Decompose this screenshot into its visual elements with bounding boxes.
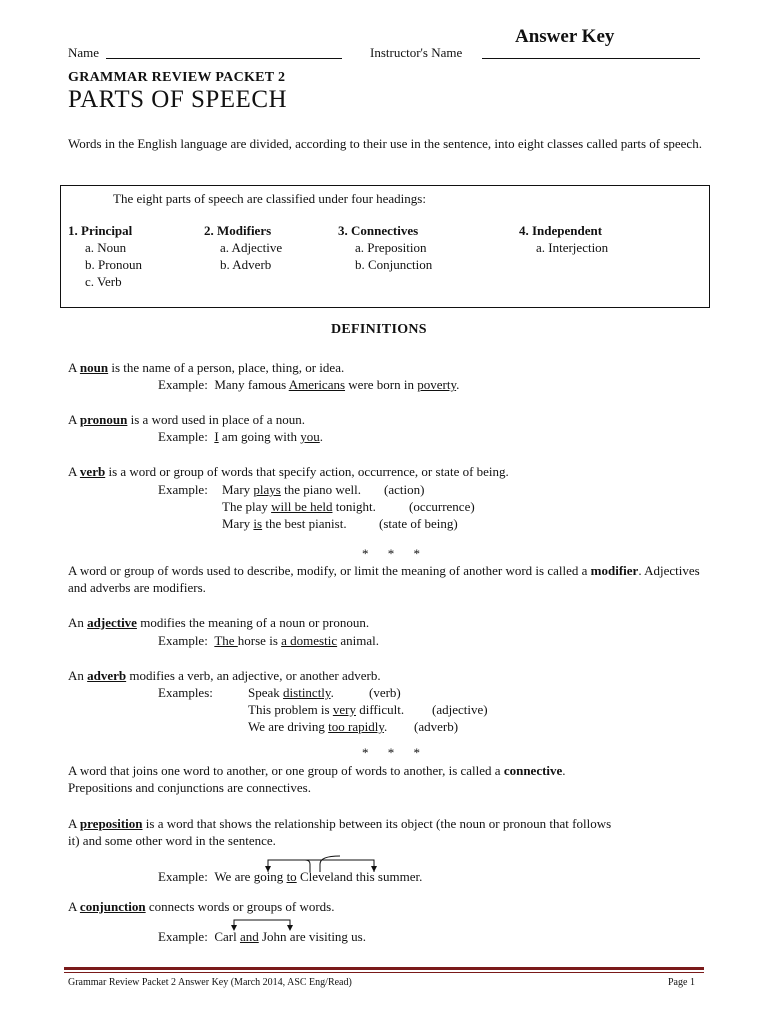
list-item: b. Pronoun [85,257,143,272]
section-divider-stars: * * * [362,546,428,561]
modifier-definition [68,562,708,596]
term-connective: connective [503,763,563,778]
term-adjective: adjective [87,615,137,630]
text: A [68,899,80,914]
instructor-name-label: Instructor's Name [370,45,463,60]
underlined-word: is [253,516,263,531]
text: the piano well. [280,482,362,497]
term-modifier: modifier [590,563,639,578]
text: am going with [218,429,301,444]
column-independent [519,222,608,256]
column-title: 3. Connectives [338,223,419,238]
text: were born in [345,377,418,392]
list-item: a. Preposition [355,240,427,255]
text: . [456,377,460,392]
adverb-example-3-note: (adverb) [414,719,459,734]
footer-rule-thin [64,972,704,973]
text: Speak [248,685,284,700]
text: This problem is [248,702,333,717]
noun-definition [68,359,344,376]
verb-example-1 [222,481,361,498]
column-title: 1. Principal [68,223,133,238]
connective-line-2: Prepositions and conjunctions are connectives. [68,780,311,795]
text: . [562,763,566,778]
text: modifies a verb, an adjective, or another adverb. [126,668,381,683]
example-label: Example: [158,869,208,884]
page-number: Page 1 [668,977,695,988]
list-item: b. Conjunction [355,257,433,272]
text: connects words or groups of words. [145,899,335,914]
adverb-example-1-note: (verb) [369,685,401,700]
underlined-word: very [332,702,356,717]
term-conjunction: conjunction [79,899,146,914]
connective-definition [68,762,566,779]
list-item: a. Noun [85,240,127,255]
packet-title: GRAMMAR REVIEW PACKET 2 [68,70,286,85]
underlined-word: you [300,429,320,444]
column-principal [68,222,142,290]
text: difficult. [355,702,405,717]
text: A word that joins one word to another, or one group of words to another, is called a [68,763,504,778]
conjunction-example [158,928,366,945]
verb-example-label: Example: [158,482,208,497]
text: A word or group of words used to describe, modify, or limit the meaning of another word is called a [68,563,591,578]
adverb-example-2 [248,701,404,718]
verb-example-1-note: (action) [384,482,425,497]
answer-key-label: Answer Key [515,26,615,47]
list-item: b. Adverb [220,257,272,272]
text: Cleveland this summer. [296,869,423,884]
text: tonight. [332,499,376,514]
definitions-heading: DEFINITIONS [331,322,427,337]
text: Many famous [214,377,289,392]
underlined-word: will be held [271,499,333,514]
underlined-word: The [214,633,238,648]
term-pronoun: pronoun [79,412,128,427]
text: is a word that shows the relationship between its object (the noun or pronoun that follows [142,816,612,831]
text: is a word or group of words that specify action, occurrence, or state of being. [105,464,509,479]
list-item: a. Interjection [536,240,609,255]
example-label: Example: [158,929,208,944]
text: A [68,360,80,375]
example-label: Example: [158,429,208,444]
adverb-example-1 [248,684,334,701]
column-modifiers [204,222,282,273]
pronoun-example [158,428,323,445]
footer-rule-thick [64,967,704,970]
adjective-example [158,632,379,649]
underlined-word: poverty [417,377,457,392]
text: modifies the meaning of a noun or pronoun. [136,615,370,630]
pronoun-definition [68,411,305,428]
text: the best pianist. [262,516,347,531]
text: A [68,816,80,831]
column-title: 2. Modifiers [204,223,272,238]
text: Mary [222,482,254,497]
term-adverb: adverb [87,668,127,683]
adjective-definition [68,614,369,631]
adverb-example-label: Examples: [158,685,213,700]
text: An [68,668,88,683]
text: A [68,412,80,427]
text: . [330,685,334,700]
term-noun: noun [79,360,109,375]
text: An [68,615,88,630]
column-title: 4. Independent [519,223,603,238]
underlined-word: distinctly [283,685,331,700]
text: . [384,719,388,734]
adverb-example-3 [248,718,387,735]
adverb-example-2-note: (adjective) [432,702,488,717]
preposition-example [158,868,422,885]
conjunction-definition [68,898,335,915]
name-blank-line [106,58,342,59]
term-verb: verb [79,464,106,479]
list-item: c. Verb [85,274,122,289]
underlined-word: Americans [288,377,346,392]
text: . Adjectives and adverbs are modifiers. [68,563,700,595]
example-label: Example: [158,633,208,648]
box-heading: The eight parts of speech are classified under four headings: [113,191,426,206]
name-label: Name [68,45,100,60]
verb-definition [68,463,509,480]
text: is a word used in place of a noun. [127,412,306,427]
list-item: a. Adjective [220,240,283,255]
adverb-definition [68,667,381,684]
text: Carl [214,929,240,944]
example-label: Example: [158,377,208,392]
preposition-definition [68,815,611,832]
underlined-word: a domestic [281,633,338,648]
text: animal. [337,633,379,648]
text: . [319,429,324,444]
instructor-blank-line [482,58,700,59]
preposition-line-2: it) and some other word in the sentence. [68,833,276,848]
verb-example-3-note: (state of being) [379,516,458,531]
verb-example-2-note: (occurrence) [409,499,475,514]
text: The play [222,499,272,514]
noun-example [158,376,459,393]
underlined-word: I [214,429,219,444]
verb-example-2 [222,498,376,515]
text: John are visiting us. [258,929,366,944]
verb-example-3 [222,515,347,532]
section-divider-stars: * * * [362,745,428,760]
term-preposition: preposition [79,816,143,831]
underlined-word: plays [253,482,281,497]
text: horse is [237,633,282,648]
text: A [68,464,80,479]
intro-paragraph: Words in the English language are divided, according to their use in the sentence, into eight classes called parts of speech. [68,136,702,151]
text: is the name of a person, place, thing, or idea. [108,360,345,375]
text: We are driving [248,719,329,734]
underlined-word: to [286,869,297,884]
column-connectives [338,222,432,273]
underlined-word: too rapidly [328,719,385,734]
text: We are going [214,869,287,884]
page-title: PARTS OF SPEECH [68,86,288,113]
footer-text: Grammar Review Packet 2 Answer Key (March 2014, ASC Eng/Read) [68,977,352,988]
underlined-word: and [239,929,259,944]
text: Mary [222,516,254,531]
